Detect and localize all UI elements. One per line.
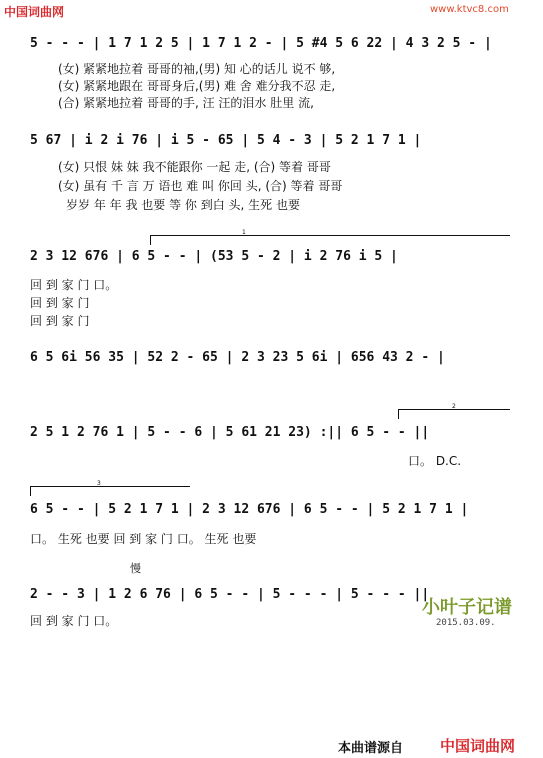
score-line-1-lyric-1: (女) 紧紧地拉着 哥哥的袖,(男) 知 心的话儿 说不 够, xyxy=(58,62,336,76)
score-line-1-lyric-3: (合) 紧紧地拉着 哥哥的手, 汪 汪的泪水 肚里 流, xyxy=(58,96,314,110)
volta-1-line xyxy=(150,235,510,236)
score-line-2-lyric-2: (女) 虽有 千 言 万 语也 难 叫 你回 头, (合) 等着 哥哥 xyxy=(58,179,343,193)
score-line-1-notes: 5 - - - | 1 7 1 2 5 | 1 7 1 2 - | 5 #4 5 6 22 | 4 3 2 5 - | xyxy=(30,36,492,51)
volta-1-hook xyxy=(150,235,151,245)
score-line-6-lyric-1: 口。 生死 也要 回 到 家 门 口。 生死 也要 xyxy=(30,532,257,546)
tempo-mark: 慢 xyxy=(130,562,141,575)
footer-source-label: 本曲谱源自 xyxy=(338,741,404,756)
transcription-date: 2015.03.09. xyxy=(436,618,496,628)
transcriber-signature: 小叶子记谱 xyxy=(422,597,512,617)
score-line-5-lyric-1: 口。 D.C. xyxy=(408,454,462,468)
site-url[interactable]: www.ktvc8.com xyxy=(430,4,509,15)
score-line-4-notes: 6 5 6i 56 35 | 52 2 - 65 | 2 3 23 5 6i | 656 43 2 - | xyxy=(30,350,445,365)
volta-3-number: 3 xyxy=(97,480,101,487)
score-line-3-lyric-1: 回 到 家 门 口。 xyxy=(30,278,118,292)
volta-1-number: 1 xyxy=(242,229,246,236)
score-line-6-notes: 6 5 - - | 5 2 1 7 1 | 2 3 12 676 | 6 5 - - | 5 2 1 7 1 | xyxy=(30,502,469,517)
volta-3-hook xyxy=(30,486,31,496)
score-line-2-lyric-1: (女) 只恨 妹 妹 我不能跟你 一起 走, (合) 等着 哥哥 xyxy=(58,160,331,174)
score-line-5-notes: 2 5 1 2 76 1 | 5 - - 6 | 5 61 21 23) :|| 6 5 - - || xyxy=(30,425,430,440)
volta-3-line xyxy=(30,486,190,487)
score-line-3-notes: 2 3 12 676 | 6 5 - - | (53 5 - 2 | i 2 76 i 5 | xyxy=(30,249,398,264)
score-line-7-lyric-1: 回 到 家 门 口。 xyxy=(30,614,118,628)
score-line-2-lyric-3: 岁岁 年 年 我 也要 等 你 到白 头, 生死 也要 xyxy=(66,198,300,212)
site-logo[interactable]: 中国词曲网 xyxy=(4,5,65,19)
score-line-1-lyric-2: (女) 紧紧地跟在 哥哥身后,(男) 难 舍 难分我不忍 走, xyxy=(58,79,336,93)
score-line-3-lyric-3: 回 到 家 门 xyxy=(30,314,90,328)
volta-2-number: 2 xyxy=(452,403,456,410)
volta-2-hook xyxy=(398,409,399,419)
score-line-2-notes: 5 67 | i 2 i 76 | i 5 - 65 | 5 4 - 3 | 5 2 1 7 1 | xyxy=(30,133,422,148)
score-line-7-notes: 2 - - 3 | 1 2 6 76 | 6 5 - - | 5 - - - | 5 - - - || xyxy=(30,587,430,602)
footer-source-site[interactable]: 中国词曲网 xyxy=(440,737,516,755)
score-line-3-lyric-2: 回 到 家 门 xyxy=(30,296,90,310)
